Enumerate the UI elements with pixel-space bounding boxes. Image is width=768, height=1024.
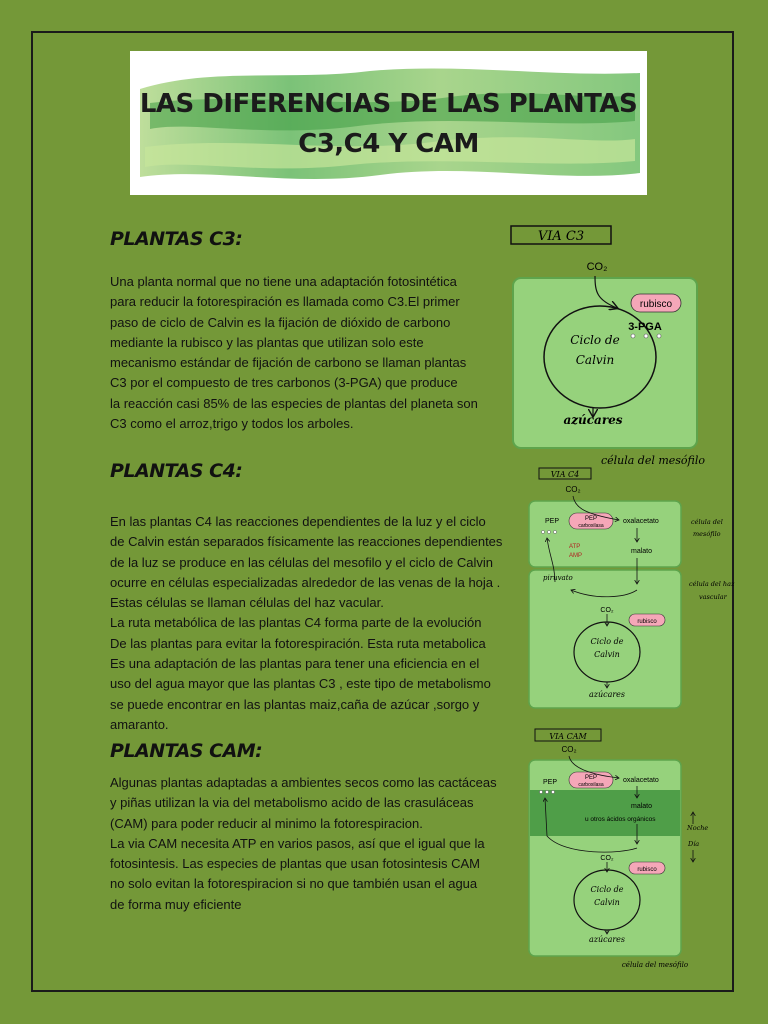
- svg-text:carboxilasa: carboxilasa: [578, 523, 604, 529]
- malate-label: malato: [631, 803, 653, 810]
- cycle-text-1: Ciclo de: [570, 333, 620, 347]
- sugars-label: azúcares: [588, 935, 626, 944]
- via-cam-label: VIA CAM: [549, 732, 587, 741]
- svg-text:Ciclo de: Ciclo de: [590, 885, 624, 894]
- heading-cam: PLANTAS CAM:: [110, 740, 263, 762]
- co2-label: CO₂: [586, 261, 608, 273]
- pyruvate-label: piruvato: [543, 574, 573, 582]
- rubisco-label: rubisco: [637, 619, 657, 625]
- side-label-mesophyll: célula del: [691, 518, 723, 526]
- co2-label: CO₂: [565, 485, 581, 494]
- rubisco-label: rubisco: [639, 299, 673, 310]
- svg-text:mesófilo: mesófilo: [693, 530, 721, 538]
- page-title: [130, 84, 647, 165]
- oxaloacetate-label: oxalacetato: [623, 518, 659, 525]
- mesophyll-caption: célula del mesófilo: [621, 961, 689, 969]
- malate-label: malato: [631, 548, 653, 555]
- via-c4-label: VIA C4: [550, 470, 580, 479]
- pep-label: PEP: [545, 518, 560, 525]
- title-line-2: C3,C4 Y CAM: [298, 129, 479, 160]
- oxaloacetate-label: oxalacetato: [623, 777, 659, 784]
- paragraph-c3: Una planta normal que no tiene una adaptación fotosintética para reducir la fotorespiración es llamada como C3.El primer paso de ciclo de Calvin es la fijación de dióxido de carbono mediante la rubisco y las plantas que utilizan solo este mecanismo estándar de fijación de carbono se llaman plantas C3 por el compuesto de tres carbonos (3-PGA) que produce la reacción casi 85% de las especies de plantas del planeta son C3 como el arroz,trigo y todos los arboles.: [110, 274, 478, 432]
- svg-text:Ciclo de: Ciclo de: [590, 637, 624, 646]
- title-banner: [130, 51, 647, 195]
- svg-text:PEP: PEP: [584, 775, 598, 781]
- cycle-text-2: Calvin: [575, 353, 615, 367]
- sugars-label: azúcares: [588, 690, 626, 699]
- mesophyll-cell: [529, 501, 681, 567]
- heading-c3: PLANTAS C3:: [110, 228, 243, 250]
- amp-label: AMP: [569, 553, 583, 559]
- paragraph-cam: Algunas plantas adaptadas a ambientes secos como las cactáceas y piñas utilizan la via del metabolismo acido de las crasuláceas (CAM) para poder reducir al minimo la fotorespiracion. La via CAM necesita ATP en varios pasos, así que el igual que la fotosintesis. Las especies de plantas que usan fotosintesis CAM no solo evitan la fotorespiracion si no que también usan el agua de forma muy eficiente: [110, 775, 497, 912]
- paragraph-c4: En las plantas C4 las reacciones dependientes de la luz y el ciclo de Calvin están separados físicamente las reacciones dependientes de la luz se produce en las células del mesofilo y el ciclo de Calvin ocurre en células especializadas alrededor de las venas de la hoja . Estas células se llaman células del haz vacular. La ruta metabólica de las plantas C4 forma parte de la evolución De las plantas para evitar la fotorespiración. Esta ruta metabolica Es una adaptación de las plantas para tener una eficiencia en el uso del agua mayor que las plantas C3 , este tipo de metabolismo se puede encontrar en las plantas maiz,caña de azúcar ,sorgo y amaranto.: [110, 514, 503, 732]
- rubisco-label: rubisco: [637, 867, 657, 873]
- svg-text:carboxilasa: carboxilasa: [578, 782, 604, 788]
- diagram-c3: [505, 224, 715, 474]
- inner-co2-label: CO₂: [600, 607, 614, 614]
- svg-text:PEP: PEP: [584, 516, 598, 522]
- night-label: Noche: [687, 824, 709, 832]
- side-label-bundle: célula del haz: [689, 580, 735, 588]
- sugars-label: azúcares: [563, 413, 623, 427]
- svg-text:vascular: vascular: [699, 593, 727, 601]
- svg-text:Calvin: Calvin: [594, 898, 620, 907]
- day-label: Día: [688, 840, 700, 848]
- diagram-c4: [525, 466, 761, 710]
- mesophyll-caption: célula del mesófilo: [600, 454, 706, 467]
- atp-label: ATP: [569, 544, 581, 550]
- acids-label: u otros ácidos orgánicos: [585, 816, 656, 823]
- inner-co2-label: CO₂: [600, 855, 614, 862]
- via-c3-label: VIA C3: [537, 229, 585, 244]
- night-band: [530, 790, 680, 836]
- pep-label: PEP: [543, 779, 558, 786]
- heading-c4: PLANTAS C4:: [110, 460, 243, 482]
- title-line-1: LAS DIFERENCIAS DE LAS PLANTAS: [139, 89, 638, 119]
- diagram-cam: [525, 726, 725, 974]
- svg-text:Calvin: Calvin: [594, 650, 620, 659]
- co2-label: CO₂: [561, 745, 577, 754]
- pga-label: 3-PGA: [628, 321, 662, 333]
